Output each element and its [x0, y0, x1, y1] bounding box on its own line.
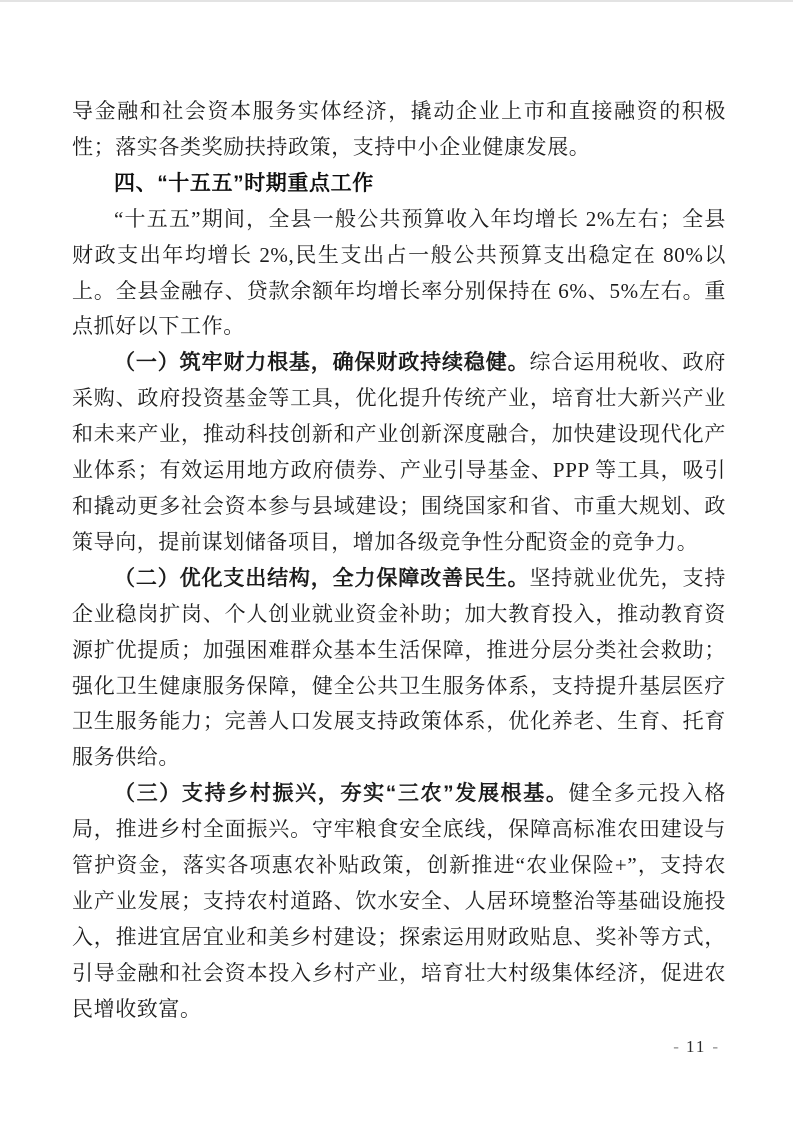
- item-2-lead: （二）优化支出结构，全力保障改善民生。: [114, 566, 530, 590]
- page-number: [667, 1035, 725, 1059]
- page-number-right-dash: -: [712, 1037, 719, 1056]
- item-paragraph-3: [72, 776, 726, 1027]
- section-heading: 四、“十五五”时期重点工作: [114, 171, 374, 195]
- item-2-body: 坚持就业优先，支持企业稳岗扩岗、个人创业就业资金补助；加大教育投入，推动教育资源扩优提质；加强困难群众基本生活保障，推进分层分类社会救助；强化卫生健康服务保障，健全公共卫生服务体系，支持提升基层医疗卫生服务能力；完善人口发展支持政策体系，优化养老、生育、托育服务供给。: [72, 565, 726, 770]
- page-number-left-dash: -: [673, 1037, 680, 1056]
- item-1-lead: （一）筑牢财力根基，确保财政持续稳健。: [114, 351, 530, 375]
- item-3-body: 健全多元投入格局，推进乡村全面振兴。守牢粮食安全底线，保障高标准农田建设与管护资金，落实各项惠农补贴政策，创新推进“农业保险+”，支持农业产业发展；支持农村道路、饮水安全、人居环境整治等基础设施投入，推进宜居宜业和美乡村建设；探索运用财政贴息、奖补等方式，引导金融和社会资本投入乡村产业，培育壮大村级集体经济，促进农民增收致富。: [72, 781, 726, 1021]
- item-3-lead: （三）支持乡村振兴，夯实“三农”发展根基。: [114, 782, 569, 806]
- item-1-body: 综合运用税收、政府采购、政府投资基金等工具，优化提升传统产业，培育壮大新兴产业和未来产业，推动科技创新和产业创新深度融合，加快建设现代化产业体系；有效运用地方政府债券、产业引导基金、PPP 等工具，吸引和撬动更多社会资本参与县域建设；围绕国家和省、市重大规划、政策导向，提前谋划储备项目，增加各级竞争性分配资金的竞争力。: [72, 350, 726, 554]
- item-paragraph-1: [72, 345, 726, 560]
- item-paragraph-2: [72, 561, 726, 776]
- page-body: [72, 94, 726, 1028]
- page-number-value: 11: [685, 1037, 707, 1056]
- continuation-paragraph: 导金融和社会资本服务实体经济，撬动企业上市和直接融资的积极性；落实各类奖励扶持政策，支持中小企业健康发展。: [72, 99, 726, 159]
- overview-paragraph: “十五五”期间，全县一般公共预算收入年均增长 2%左右；全县财政支出年均增长 2%,民生支出占一般公共预算支出稳定在 80%以上。全县金融存、贷款余额年均增长率分别保持在 6%、5%左右。重点抓好以下工作。: [72, 206, 726, 339]
